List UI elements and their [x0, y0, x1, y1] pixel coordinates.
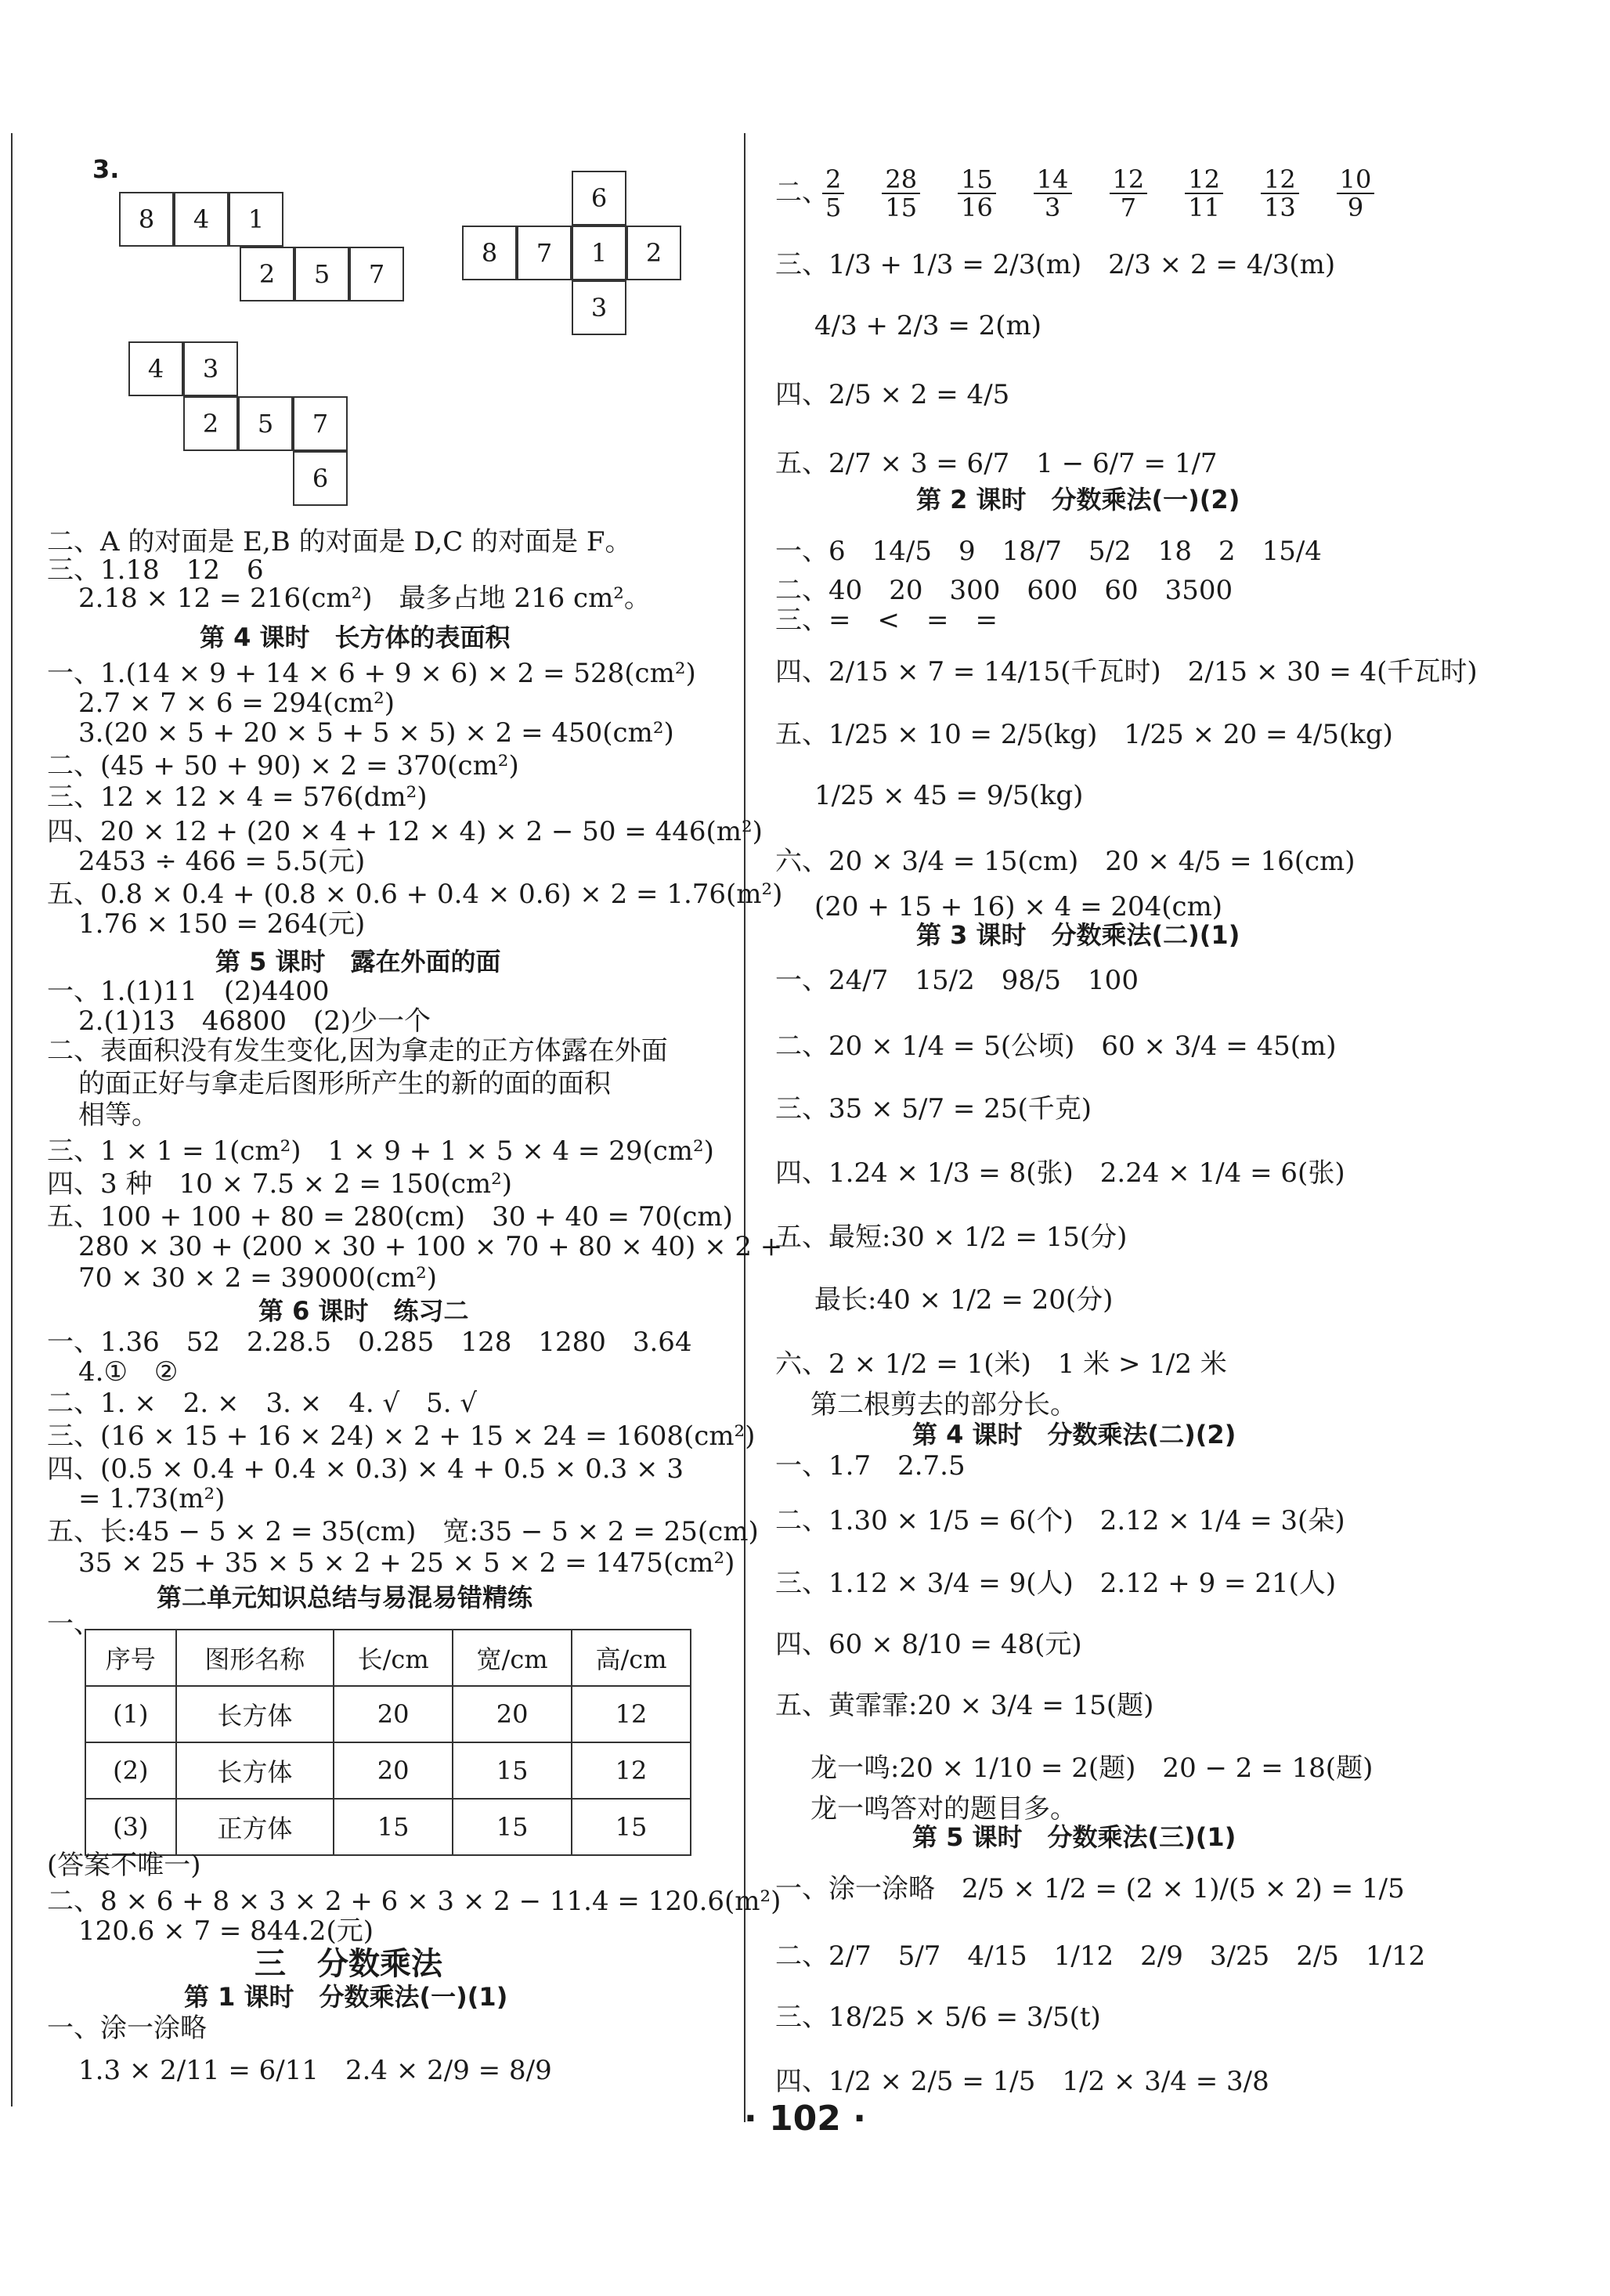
- text-line: 四、60 × 8/10 = 48(元): [775, 1629, 1082, 1660]
- table-cell: 长方体: [176, 1686, 334, 1742]
- text-line: 2.(1)13 46800 (2)少一个: [78, 1005, 431, 1037]
- text-line: 五、长:45 − 5 × 2 = 35(cm) 宽:35 − 5 × 2 = 25(cm): [47, 1516, 759, 1547]
- fraction: 10 9: [1337, 166, 1375, 221]
- table-cell: 长方体: [176, 1742, 334, 1799]
- text-line: 一、1.36 52 2.28.5 0.285 128 1280 3.64: [47, 1327, 692, 1358]
- fraction: 15 16: [958, 166, 996, 221]
- text-line: 4.① ②: [78, 1356, 179, 1388]
- text-line: 一、1.(14 × 9 + 14 × 6 + 9 × 6) × 2 = 528(cm²): [47, 658, 696, 689]
- text-line: 五、0.8 × 0.4 + (0.8 × 0.6 + 0.4 × 0.6) × 2 = 1.76(m²): [47, 879, 783, 910]
- text-line: 二、20 × 1/4 = 5(公顷) 60 × 3/4 = 45(m): [775, 1031, 1337, 1062]
- table-cell: 15: [572, 1799, 691, 1855]
- text-line: 二、(45 + 50 + 90) × 2 = 370(cm²): [47, 750, 519, 782]
- net-cell: 3: [572, 280, 626, 335]
- text-line: 280 × 30 + (200 × 30 + 100 × 70 + 80 × 40) × 2 +: [78, 1231, 783, 1262]
- fraction: 12 7: [1110, 166, 1148, 221]
- text-line: (答案不唯一): [47, 1850, 201, 1881]
- text-line: 二、A 的对面是 E,B 的对面是 D,C 的对面是 F。: [47, 526, 632, 558]
- text-line: 四、1.24 × 1/3 = 8(张) 2.24 × 1/4 = 6(张): [775, 1157, 1345, 1189]
- text-line: 三、= < = =: [775, 605, 998, 636]
- text-line: 二、2/7 5/7 4/15 1/12 2/9 3/25 2/5 1/12: [775, 1940, 1426, 1972]
- text-line: 二、1.30 × 1/5 = 6(个) 2.12 × 1/4 = 3(朵): [775, 1505, 1345, 1536]
- text-line: 三、35 × 5/7 = 25(千克): [775, 1093, 1092, 1125]
- text-line: 三、18/25 × 5/6 = 3/5(t): [775, 2002, 1101, 2033]
- text-line: 1.3 × 2/11 = 6/11 2.4 × 2/9 = 8/9: [78, 2055, 552, 2086]
- table-cell: 12: [572, 1686, 691, 1742]
- table-header: 宽/cm: [453, 1630, 572, 1686]
- net-cell: 2: [240, 247, 294, 301]
- fraction: 14 3: [1034, 166, 1072, 221]
- net-cell: 6: [572, 171, 626, 226]
- table-cell: (1): [85, 1686, 176, 1742]
- section-heading: 第 6 课时 练习二: [258, 1296, 469, 1326]
- net-cell: 5: [238, 396, 293, 451]
- text-line: 第二根剪去的部分长。: [810, 1389, 1077, 1421]
- text-line: 一、1.(1)11 (2)4400: [47, 976, 330, 1007]
- net-cell: 6: [293, 451, 348, 506]
- section-heading: 第 5 课时 分数乘法(三)(1): [912, 1822, 1236, 1852]
- table-row: [85, 1686, 691, 1742]
- section-heading: 第 1 课时 分数乘法(一)(1): [184, 1982, 508, 2012]
- net-cell: 7: [349, 247, 404, 301]
- net-cell: 3: [183, 341, 238, 396]
- table-row: [85, 1742, 691, 1799]
- q3-label: 3.: [92, 154, 120, 184]
- left-margin-rule: [11, 133, 13, 2106]
- text-line: 二、1. × 2. × 3. × 4. √ 5. √: [47, 1388, 478, 1419]
- table-header: 序号: [85, 1630, 176, 1686]
- table-cell: 20: [334, 1686, 453, 1742]
- text-line: 一、1.7 2.7.5: [775, 1450, 966, 1482]
- column-divider: [744, 133, 745, 2122]
- net-cell: 2: [183, 396, 238, 451]
- text-line: 二、表面积没有发生变化,因为拿走的正方体露在外面: [47, 1035, 668, 1067]
- text-line: 一、涂一涂略 2/5 × 1/2 = (2 × 1)/(5 × 2) = 1/5: [775, 1873, 1405, 1904]
- table-cell: (2): [85, 1742, 176, 1799]
- text-line: 五、2/7 × 3 = 6/7 1 − 6/7 = 1/7: [775, 448, 1218, 479]
- text-line: 相等。: [78, 1099, 158, 1131]
- fraction: 12 11: [1185, 166, 1223, 221]
- text-line: 六、2 × 1/2 = 1(米) 1 米 > 1/2 米: [775, 1348, 1227, 1380]
- text-line: 3.(20 × 5 + 20 × 5 + 5 × 5) × 2 = 450(cm²): [78, 717, 674, 749]
- text-line: 三、1 × 1 = 1(cm²) 1 × 9 + 1 × 5 × 4 = 29(cm²): [47, 1135, 714, 1167]
- net-cell: 4: [174, 192, 229, 247]
- text-line: 4/3 + 2/3 = 2(m): [814, 310, 1042, 341]
- text-line: 龙一鸣:20 × 1/10 = 2(题) 20 − 2 = 18(题): [810, 1753, 1374, 1784]
- text-line: 一、涂一涂略: [47, 2013, 207, 2044]
- net-cell: 7: [517, 226, 572, 280]
- text-line: 一、24/7 15/2 98/5 100: [775, 965, 1139, 996]
- table-cell: (3): [85, 1799, 176, 1855]
- text-line: 龙一鸣答对的题目多。: [810, 1793, 1077, 1825]
- table-header-row: [85, 1630, 691, 1686]
- text-line: 2.18 × 12 = 216(cm²) 最多占地 216 cm²。: [78, 583, 651, 614]
- text-line: 三、12 × 12 × 4 = 576(dm²): [47, 782, 428, 813]
- table-cell: 正方体: [176, 1799, 334, 1855]
- text-line: (20 + 15 + 16) × 4 = 204(cm): [814, 891, 1223, 922]
- text-line: 120.6 × 7 = 844.2(元): [78, 1915, 374, 1947]
- text-line: 五、黄霏霏:20 × 3/4 = 15(题): [775, 1690, 1154, 1721]
- fraction-row: [822, 166, 1374, 221]
- text-line: 1.76 × 150 = 264(元): [78, 908, 366, 940]
- table-header: 高/cm: [572, 1630, 691, 1686]
- net-cell: 8: [462, 226, 517, 280]
- text-line: = 1.73(m²): [78, 1483, 226, 1514]
- net-cell: 2: [626, 226, 681, 280]
- text-line: 二、8 × 6 + 8 × 3 × 2 + 6 × 3 × 2 − 11.4 = 120.6(m²): [47, 1886, 782, 1917]
- dimensions-table: [85, 1629, 691, 1856]
- section-heading: 第 4 课时 分数乘法(二)(2): [912, 1420, 1236, 1449]
- text-line: 2453 ÷ 466 = 5.5(元): [78, 846, 366, 877]
- text-line: 三、1.12 × 3/4 = 9(人) 2.12 + 9 = 21(人): [775, 1568, 1337, 1599]
- net-cell: 4: [128, 341, 183, 396]
- table-cell: 15: [334, 1799, 453, 1855]
- section-heading: 第 2 课时 分数乘法(一)(2): [916, 485, 1240, 514]
- table-row: [85, 1799, 691, 1855]
- section-heading: 第二单元知识总结与易混易错精练: [157, 1583, 533, 1612]
- chapter-heading: 三 分数乘法: [254, 1946, 442, 1982]
- table-cell: 15: [453, 1742, 572, 1799]
- text-line: 二、: [775, 177, 828, 208]
- text-line: 2.7 × 7 × 6 = 294(cm²): [78, 688, 395, 719]
- text-line: 四、1/2 × 2/5 = 1/5 1/2 × 3/4 = 3/8: [775, 2066, 1269, 2097]
- text-line: 六、20 × 3/4 = 15(cm) 20 × 4/5 = 16(cm): [775, 846, 1356, 877]
- text-line: 一、: [47, 1608, 100, 1640]
- text-line: 一、6 14/5 9 18/7 5/2 18 2 15/4: [775, 536, 1322, 567]
- text-line: 三、1/3 + 1/3 = 2/3(m) 2/3 × 2 = 4/3(m): [775, 249, 1336, 280]
- section-heading: 第 5 课时 露在外面的面: [215, 947, 501, 977]
- net-cell: 1: [572, 226, 626, 280]
- fraction: 28 15: [882, 166, 920, 221]
- text-line: 35 × 25 + 35 × 5 × 2 + 25 × 5 × 2 = 1475(cm²): [78, 1547, 735, 1579]
- text-line: 三、(16 × 15 + 16 × 24) × 2 + 15 × 24 = 1608(cm²): [47, 1421, 756, 1452]
- text-line: 二、40 20 300 600 60 3500: [775, 575, 1233, 606]
- table-cell: 20: [334, 1742, 453, 1799]
- text-line: 四、3 种 10 × 7.5 × 2 = 150(cm²): [47, 1168, 513, 1200]
- table-cell: 15: [453, 1799, 572, 1855]
- section-heading: 第 4 课时 长方体的表面积: [200, 623, 511, 652]
- net-cell: 1: [229, 192, 283, 247]
- fraction: 2 5: [822, 166, 844, 221]
- section-heading: 第 3 课时 分数乘法(二)(1): [916, 920, 1240, 950]
- text-line: 1/25 × 45 = 9/5(kg): [814, 780, 1084, 811]
- table-header: 长/cm: [334, 1630, 453, 1686]
- text-line: 四、2/5 × 2 = 4/5: [775, 379, 1010, 410]
- text-line: 四、(0.5 × 0.4 + 0.4 × 0.3) × 4 + 0.5 × 0.3 × 3: [47, 1453, 684, 1485]
- text-line: 四、20 × 12 + (20 × 4 + 12 × 4) × 2 − 50 = 446(m²): [47, 816, 763, 847]
- table-cell: 20: [453, 1686, 572, 1742]
- text-line: 的面正好与拿走后图形所产生的新的面的面积: [78, 1068, 611, 1099]
- net-cell: 8: [119, 192, 174, 247]
- page-number: · 102 ·: [744, 2099, 866, 2139]
- fraction: 12 13: [1261, 166, 1299, 221]
- net-cell: 7: [293, 396, 348, 451]
- text-line: 70 × 30 × 2 = 39000(cm²): [78, 1262, 438, 1294]
- net-cell: 5: [294, 247, 349, 301]
- text-line: 最长:40 × 1/2 = 20(分): [814, 1284, 1114, 1316]
- text-line: 三、1.18 12 6: [47, 554, 264, 586]
- table-header: 图形名称: [176, 1630, 334, 1686]
- text-line: 五、100 + 100 + 80 = 280(cm) 30 + 40 = 70(cm): [47, 1201, 733, 1233]
- text-line: 四、2/15 × 7 = 14/15(千瓦时) 2/15 × 30 = 4(千瓦时): [775, 656, 1478, 688]
- text-line: 五、1/25 × 10 = 2/5(kg) 1/25 × 20 = 4/5(kg): [775, 719, 1393, 750]
- text-line: 五、最短:30 × 1/2 = 15(分): [775, 1222, 1128, 1253]
- table-cell: 12: [572, 1742, 691, 1799]
